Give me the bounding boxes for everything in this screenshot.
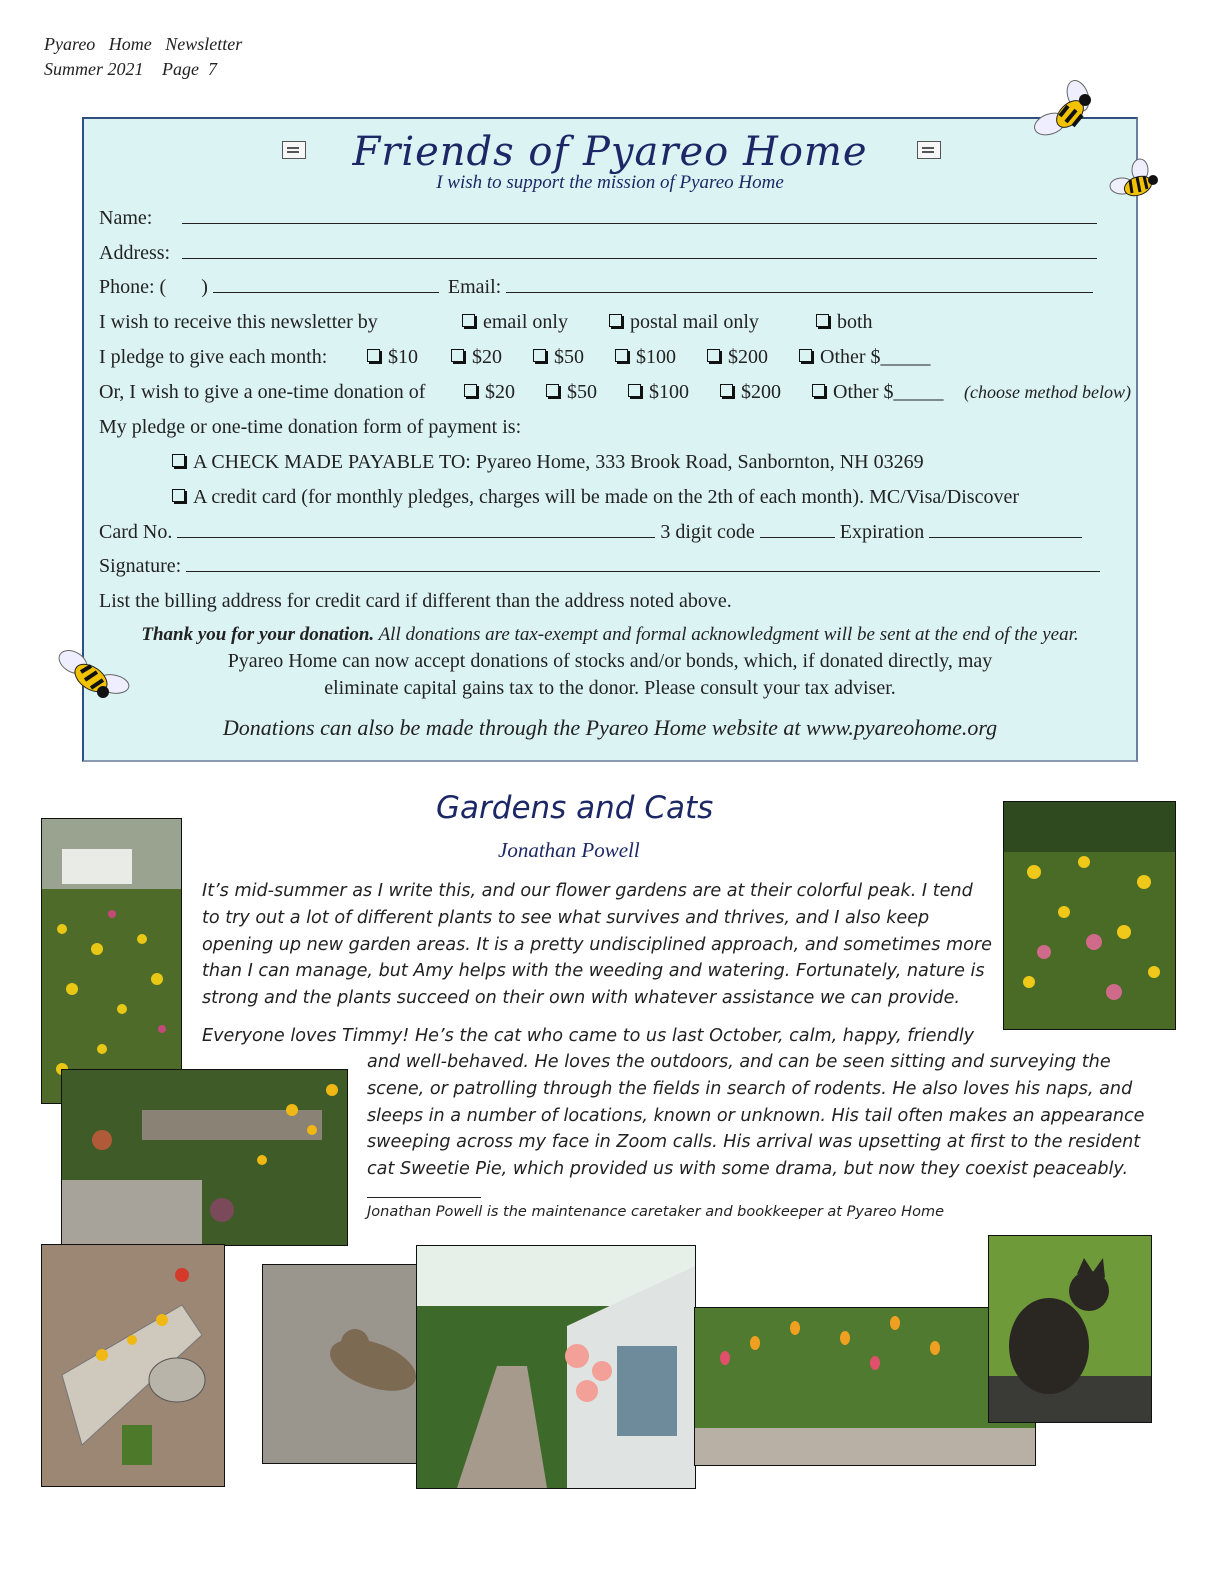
signature-field[interactable] [186, 555, 1100, 572]
checkbox-icon [812, 384, 825, 397]
paragraph-1: It’s mid-summer as I write this, and our flower gardens are at their colorful peak. I tend to try out a lot of different plants to see what survives and thrives, and I also keep opening up new garden areas. It is a pretty undisciplined approach, and sometimes more than I can manage, but Amy helps with the weeding and watering. Fortunately, nature is strong and the plants succeed on their own with whatever assistance we can provide. [202, 881, 992, 1009]
newsletter-name: Pyareo Home Newsletter [44, 34, 243, 54]
checkbox-icon [367, 349, 380, 362]
checkbox-icon [720, 384, 733, 397]
billing-note: List the billing address for credit card if different than the address noted above. [99, 590, 732, 612]
cat-on-patio-photo [262, 1264, 428, 1464]
name-label: Name: [99, 207, 153, 229]
article-author: Jonathan Powell [498, 838, 640, 862]
planter-photo [41, 1244, 225, 1487]
thanks-line: Thank you for your donation. All donations are tax-exempt and formal acknowledgment will be sent at the end of the year. [141, 624, 1079, 645]
stocks-line-1: Pyareo Home can now accept donations of stocks and/or bonds, which, if donated directly, may [227, 650, 993, 672]
bee-icon [1108, 158, 1164, 204]
option-email-only[interactable]: email only [462, 311, 604, 334]
author-note: Jonathan Powell is the maintenance caretaker and bookkeeper at Pyareo Home [367, 1204, 944, 1220]
checkbox-icon [451, 349, 464, 362]
monthly-option[interactable]: $100 [615, 346, 702, 369]
address-row [99, 242, 1097, 265]
phone-field[interactable] [213, 276, 439, 293]
email-field[interactable] [506, 276, 1093, 293]
name-row [99, 207, 1097, 230]
monthly-option[interactable]: $20 [451, 346, 528, 369]
paragraph-2: and well-behaved. He loves the outdoors, and can be seen sitting and surveying the scene, or patrolling through the fields in search of rodents. He also loves his naps, and sleeps in a number of locations, known or unknown. His tail often makes an appearance sweeping across my face in Zoom calls. His arrival was upsetting at first to the resident cat Sweetie Pie, which provided us with some drama, but now they coexist peaceably. [367, 1052, 1145, 1180]
thanks-bold: Thank you for your donation. [141, 624, 375, 645]
form-title: Friends of Pyareo Home [352, 129, 868, 175]
onetime-note: (choose method below) [964, 382, 1131, 402]
potted-plants-photo [61, 1069, 348, 1246]
card-number-field[interactable] [177, 521, 655, 538]
running-header [44, 32, 242, 82]
garden-photo [41, 818, 182, 1104]
checkbox-icon [462, 314, 475, 327]
phone-label: Phone: ( ) [99, 276, 208, 298]
email-label: Email: [447, 276, 502, 298]
option-postal-mail[interactable]: postal mail only [609, 311, 811, 334]
checkbox-icon [707, 349, 720, 362]
newsletter-pref-label: I wish to receive this newsletter by [99, 311, 378, 333]
monthly-option-other[interactable]: Other $_____ [799, 346, 931, 369]
code-label: 3 digit code [660, 521, 755, 543]
checkbox-icon [799, 349, 812, 362]
onetime-option[interactable]: $20 [464, 381, 541, 404]
checkbox-icon [172, 489, 185, 502]
monthly-label: I pledge to give each month: [99, 346, 328, 368]
monthly-option[interactable]: $50 [533, 346, 610, 369]
form-subtitle: I wish to support the mission of Pyareo Home [436, 172, 784, 193]
stocks-line-2: eliminate capital gains tax to the donor. Please consult your tax adviser. [324, 677, 896, 699]
monthly-option[interactable]: $200 [707, 346, 794, 369]
checkbox-icon [464, 384, 477, 397]
name-field[interactable] [182, 207, 1097, 224]
signature-label: Signature: [99, 555, 182, 577]
onetime-row [99, 381, 1131, 404]
bee-icon [55, 642, 131, 704]
card-row [99, 521, 1082, 544]
article-title: Gardens and Cats [436, 790, 714, 826]
code-field[interactable] [760, 521, 835, 538]
onetime-option[interactable]: $100 [628, 381, 715, 404]
expiration-field[interactable] [929, 521, 1082, 538]
signature-row [99, 555, 1100, 578]
bee-icon [1030, 76, 1100, 148]
page-number: Page 7 [162, 59, 217, 79]
house-garden-photo [416, 1245, 696, 1489]
note-divider [367, 1197, 481, 1198]
checkbox-icon [816, 314, 829, 327]
checkbox-icon [615, 349, 628, 362]
phone-email-row [99, 276, 1093, 299]
checkbox-icon [172, 454, 185, 467]
onetime-label: Or, I wish to give a one-time donation of [99, 381, 426, 403]
onetime-option[interactable]: $200 [720, 381, 807, 404]
cat-on-railing-photo [988, 1235, 1152, 1423]
address-field[interactable] [182, 242, 1097, 259]
website-line: Donations can also be made through the Pyareo Home website at www.pyareohome.org [222, 715, 998, 740]
address-label: Address: [99, 242, 171, 264]
expiration-label: Expiration [839, 521, 925, 543]
onetime-option[interactable]: $50 [546, 381, 623, 404]
monthly-pledge-row [99, 346, 931, 369]
check-option[interactable]: A CHECK MADE PAYABLE TO: Pyareo Home, 333 Brook Road, Sanbornton, NH 03269 [172, 451, 924, 474]
checkbox-icon [609, 314, 622, 327]
donation-form [82, 117, 1138, 762]
issue-date: Summer 2021 [44, 59, 144, 79]
option-both[interactable]: both [816, 311, 873, 334]
monthly-option[interactable]: $10 [367, 346, 446, 369]
card-no-label: Card No. [99, 521, 173, 543]
checkbox-icon [533, 349, 546, 362]
checkbox-icon [546, 384, 559, 397]
flower-photo [1003, 801, 1176, 1030]
newsletter-pref-row [99, 311, 873, 334]
issue-line [44, 57, 242, 82]
onetime-option-other[interactable]: Other $_____ [812, 381, 964, 404]
checkbox-icon [628, 384, 641, 397]
credit-card-option[interactable]: A credit card (for monthly pledges, charges will be made on the 2th of each month). MC/Visa/Discover [172, 486, 1019, 509]
paragraph-2-first-line: Everyone loves Timmy! He’s the cat who came to us last October, calm, happy, friendly [202, 1026, 975, 1046]
tulip-photo [694, 1307, 1036, 1466]
payment-label: My pledge or one-time donation form of payment is: [99, 416, 522, 438]
